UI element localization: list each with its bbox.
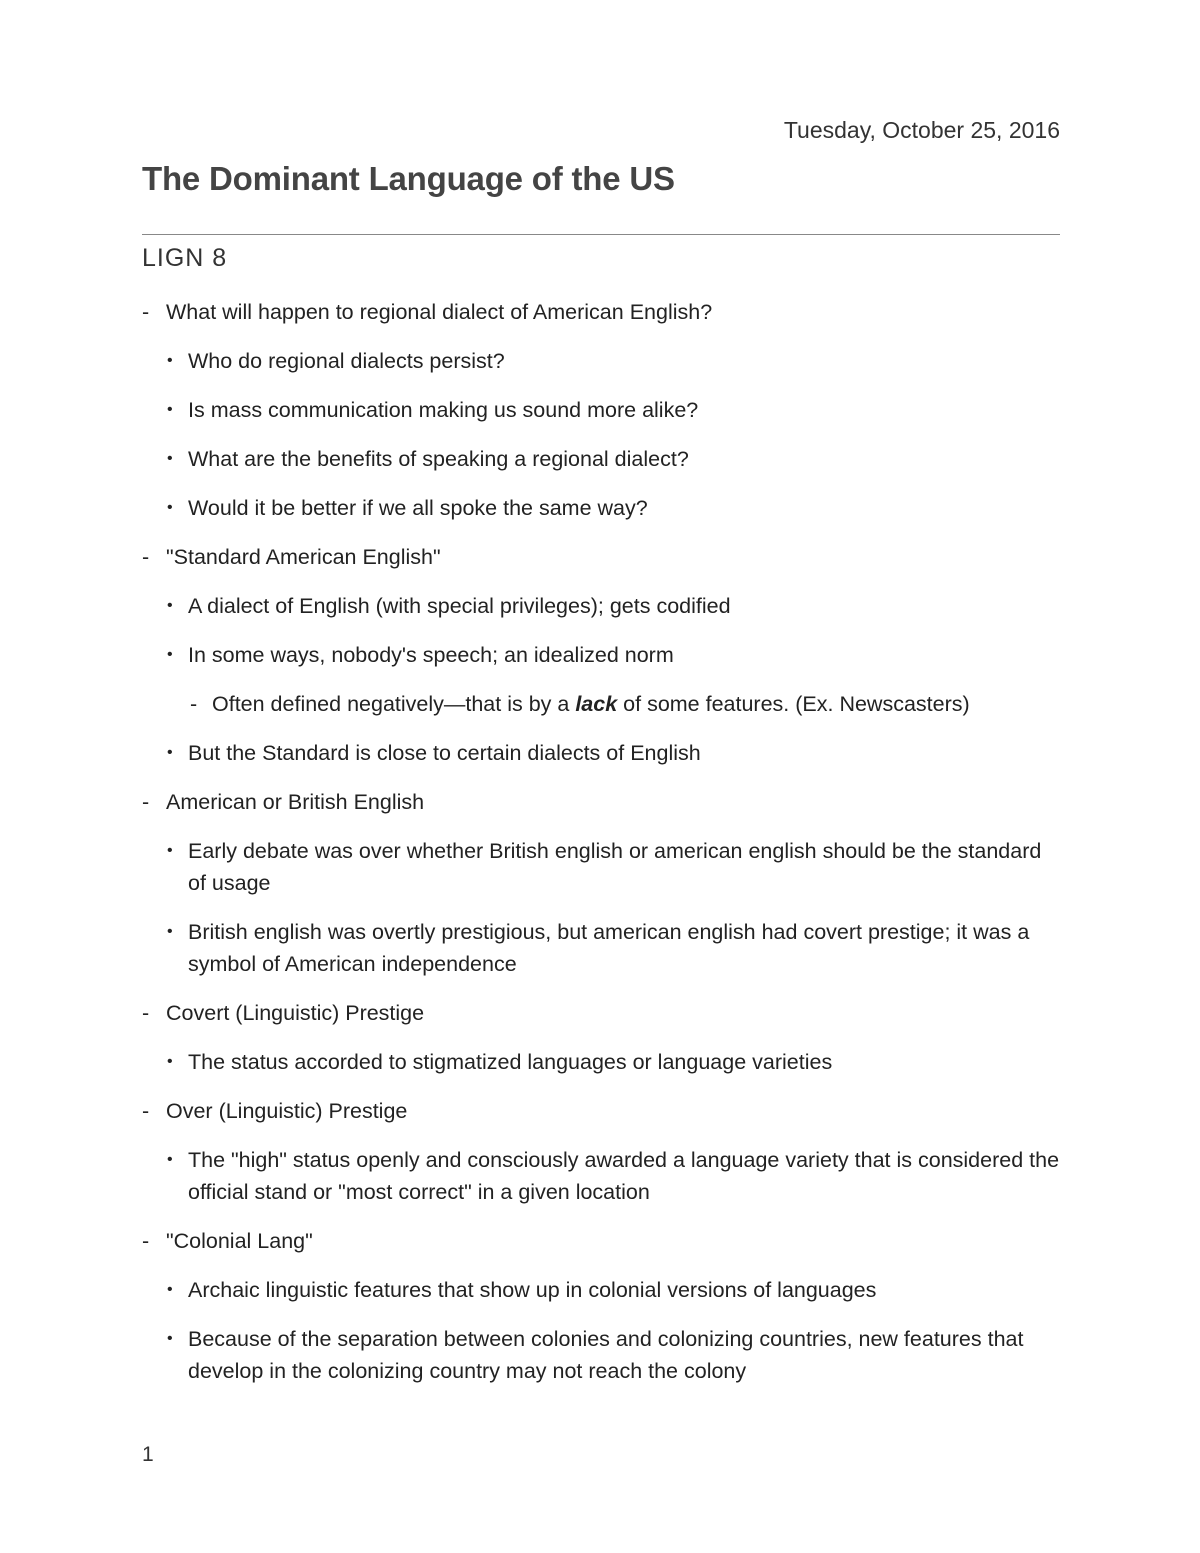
- bullet-marker: •: [167, 1281, 173, 1298]
- outline-subitem: [142, 1323, 1060, 1387]
- outline-subitem: [142, 345, 1060, 377]
- outline-subitem: [142, 1046, 1060, 1078]
- bullet-marker: •: [167, 499, 173, 516]
- bullet-marker: •: [167, 842, 173, 859]
- outline-subitem: [142, 835, 1060, 899]
- text-segment: Often defined negatively—that is by a: [212, 692, 576, 716]
- outline-subitem: [142, 443, 1060, 475]
- outline-subitem-text: A dialect of English (with special privileges); gets codified: [188, 594, 731, 618]
- outline-item: [142, 786, 1060, 818]
- outline-subitem: [142, 590, 1060, 622]
- document-date: Tuesday, October 25, 2016: [783, 117, 1060, 143]
- outline-subitem-text: Early debate was over whether British english or american english should be the standard of usage: [188, 839, 1042, 895]
- outline-subsubitem: [142, 688, 1060, 720]
- title-divider: [142, 234, 1060, 235]
- bullet-marker: •: [167, 1151, 173, 1168]
- outline-subitem: [142, 1274, 1060, 1306]
- outline-item-text: What will happen to regional dialect of American English?: [166, 300, 713, 324]
- outline-subitem-text: Who do regional dialects persist?: [188, 349, 505, 373]
- dash-marker: -: [142, 1099, 150, 1123]
- bullet-marker: •: [167, 450, 173, 467]
- outline-subitem-text: The "high" status openly and consciously awarded a language variety that is considered the official stand or "most correct" in a given location: [188, 1148, 1060, 1204]
- dash-marker: -: [142, 1001, 150, 1025]
- text-segment: of some features. (Ex. Newscasters): [617, 692, 970, 716]
- outline-subitem-text: But the Standard is close to certain dialects of English: [188, 741, 701, 765]
- emphasized-word: lack: [575, 692, 618, 716]
- outline-subitem-text: Is mass communication making us sound more alike?: [188, 398, 699, 422]
- outline-subitem-text: The status accorded to stigmatized languages or language varieties: [188, 1050, 833, 1074]
- outline-item: [142, 1225, 1060, 1257]
- dash-marker: -: [142, 1229, 150, 1253]
- outline-item-text: American or British English: [166, 790, 425, 814]
- outline-subitem-text: Archaic linguistic features that show up in colonial versions of languages: [188, 1278, 877, 1302]
- outline-subitem: [142, 492, 1060, 524]
- bullet-marker: •: [167, 1053, 173, 1070]
- document-title: The Dominant Language of the US: [142, 160, 675, 197]
- outline-subitem: [142, 639, 1060, 671]
- course-code: LIGN 8: [142, 244, 228, 272]
- outline-item: [142, 541, 1060, 573]
- outline-item: [142, 1095, 1060, 1127]
- dash-marker: -: [142, 545, 150, 569]
- outline-subsubitem-text: [212, 688, 1060, 720]
- bullet-marker: •: [167, 597, 173, 614]
- outline-subitem-text: What are the benefits of speaking a regional dialect?: [188, 447, 689, 471]
- outline-subitem-text: British english was overtly prestigious, but american english had covert prestige; it was a symbol of American independence: [188, 920, 1030, 976]
- outline-item-text: "Colonial Lang": [166, 1229, 313, 1253]
- outline-subitem: [142, 394, 1060, 426]
- outline-subitem-text: Because of the separation between colonies and colonizing countries, new features that develop in the colonizing country may not reach the colony: [188, 1327, 1024, 1383]
- page-number: 1: [142, 1443, 154, 1466]
- bullet-marker: •: [167, 646, 173, 663]
- bullet-marker: •: [167, 401, 173, 418]
- outline-item: [142, 997, 1060, 1029]
- outline-item-text: Covert (Linguistic) Prestige: [166, 1001, 425, 1025]
- bullet-marker: •: [167, 923, 173, 940]
- outline-subitem-text: In some ways, nobody's speech; an idealized norm: [188, 643, 674, 667]
- dash-marker: -: [142, 790, 150, 814]
- outline-subitem: [142, 737, 1060, 769]
- dash-marker: -: [190, 692, 198, 716]
- outline-subitem: [142, 1144, 1060, 1208]
- dash-marker: -: [142, 300, 150, 324]
- outline-item-text: "Standard American English": [166, 545, 441, 569]
- outline-subitem-text: Would it be better if we all spoke the same way?: [188, 496, 648, 520]
- bullet-marker: •: [167, 352, 173, 369]
- notes-outline: [142, 296, 1060, 1404]
- bullet-marker: •: [167, 1330, 173, 1347]
- bullet-marker: •: [167, 744, 173, 761]
- outline-item-text: Over (Linguistic) Prestige: [166, 1099, 408, 1123]
- outline-item: [142, 296, 1060, 328]
- outline-subitem: [142, 916, 1060, 980]
